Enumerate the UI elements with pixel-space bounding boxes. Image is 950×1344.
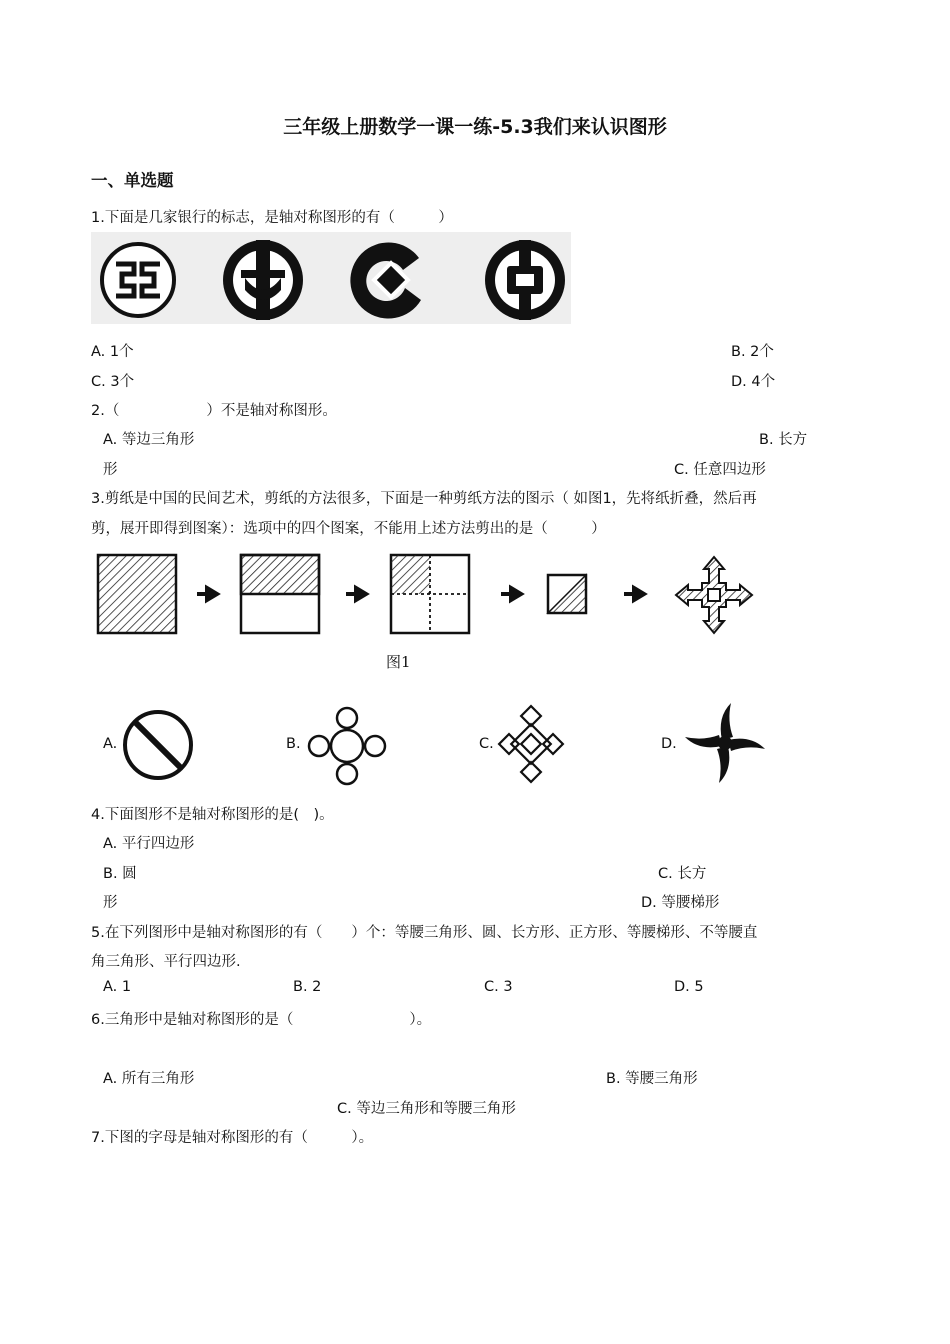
question-6-stem: 6.三角形中是轴对称图形的是（ ）。: [91, 1012, 432, 1028]
section-heading: 一、单选题: [91, 171, 174, 190]
bank-logos-figure: [91, 232, 571, 324]
q1-option-b[interactable]: B. 2个: [731, 344, 774, 360]
diamond-knot-icon: [496, 703, 572, 785]
step-3-quarter-folded: [391, 555, 430, 594]
arrow-2-icon: [346, 588, 366, 600]
paper-cutting-figure: [91, 548, 771, 648]
q2-option-b[interactable]: B. 长方: [759, 432, 808, 448]
bank-logo-4-icon: [485, 240, 565, 320]
question-2-stem: 2.（ ）不是轴对称图形。: [91, 403, 337, 419]
q1-option-a[interactable]: A. 1个: [91, 344, 134, 360]
q5-option-a[interactable]: A. 1: [103, 979, 132, 995]
arrow-1-icon: [197, 588, 217, 600]
q2-option-c[interactable]: C. 任意四边形: [674, 462, 766, 478]
question-7-stem: 7.下图的字母是轴对称图形的有（ ）。: [91, 1130, 374, 1146]
q1-option-d[interactable]: D. 4个: [731, 374, 776, 390]
q3-option-b[interactable]: B.: [286, 736, 301, 752]
q4-option-a[interactable]: A. 平行四边形: [103, 836, 195, 852]
q3-option-c[interactable]: C.: [479, 736, 494, 752]
q2-option-a[interactable]: A. 等边三角形: [103, 432, 195, 448]
bank-logo-1-icon: [102, 244, 174, 316]
question-1-stem: 1.下面是几家银行的标志，是轴对称图形的有（ ）: [91, 210, 453, 226]
question-3-stem-line-2: 剪，展开即得到图案）：选项中的四个图案，不能用上述方法剪出的是（ ）: [91, 521, 606, 537]
q5-option-b[interactable]: B. 2: [293, 979, 322, 995]
q2-option-b-continued: 形: [103, 462, 118, 478]
figure-1-caption: 图1: [386, 653, 411, 671]
q5-option-d[interactable]: D. 5: [674, 979, 704, 995]
q4-option-b[interactable]: B. 圆: [103, 866, 137, 882]
question-3-stem-line-1: 3.剪纸是中国的民间艺术，剪纸的方法很多，下面是一种剪纸方法的图示（ 如图1，先将纸折叠，然后再: [91, 491, 757, 507]
q1-option-c[interactable]: C. 3个: [91, 374, 135, 390]
q4-option-c[interactable]: C. 长方: [658, 866, 707, 882]
q4-option-d[interactable]: D. 等腰梯形: [641, 895, 720, 911]
q5-option-c[interactable]: C. 3: [484, 979, 513, 995]
q3-option-d[interactable]: D.: [661, 736, 677, 752]
question-4-stem: 4.下面图形不是轴对称图形的是( )。: [91, 807, 334, 823]
swastika-swirl-icon: [682, 700, 768, 786]
question-5-stem-line-2: 角三角形、平行四边形.: [91, 954, 241, 970]
step-2-half-folded: [241, 555, 319, 594]
q6-option-b[interactable]: B. 等腰三角形: [606, 1071, 698, 1087]
bank-logo-2-icon: [223, 240, 303, 320]
page-title: 三年级上册数学一课一练-5.3我们来认识图形: [283, 116, 667, 138]
q6-option-c[interactable]: C. 等边三角形和等腰三角形: [337, 1101, 516, 1117]
step-5-result-pattern: [676, 557, 752, 633]
q6-option-a[interactable]: A. 所有三角形: [103, 1071, 195, 1087]
arrow-4-icon: [624, 588, 644, 600]
flower-circles-icon: [307, 707, 387, 785]
arrow-3-icon: [501, 588, 521, 600]
question-5-stem-line-1: 5.在下列图形中是轴对称图形的有（ ）个：等腰三角形、圆、长方形、正方形、等腰梯形、不等腰直: [91, 925, 758, 941]
q3-option-a[interactable]: A.: [103, 736, 118, 752]
no-sign-icon: [120, 707, 196, 783]
step-1-full-paper: [98, 555, 176, 633]
q4-option-b-continued: 形: [103, 895, 118, 911]
